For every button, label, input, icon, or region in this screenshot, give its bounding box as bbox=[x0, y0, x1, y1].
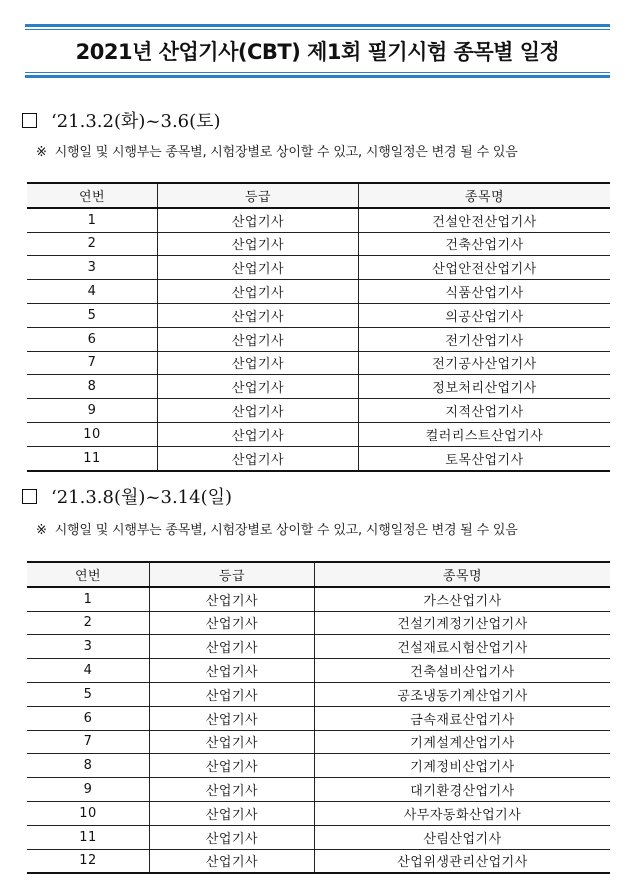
row-subject: 대기환경산업기사 bbox=[315, 778, 611, 802]
table-row bbox=[27, 706, 610, 730]
row-grade: 산업기사 bbox=[150, 706, 315, 730]
table-row bbox=[27, 849, 610, 873]
row-subject: 공조냉동기계산업기사 bbox=[315, 682, 611, 706]
row-grade: 산업기사 bbox=[158, 351, 359, 375]
table-row bbox=[27, 825, 610, 849]
row-subject: 전기공사산업기사 bbox=[359, 351, 611, 375]
row-subject: 건축산업기사 bbox=[359, 232, 611, 256]
section-2-note bbox=[36, 522, 518, 540]
row-grade: 산업기사 bbox=[158, 399, 359, 423]
table-row bbox=[27, 659, 610, 683]
table-header-row bbox=[27, 562, 610, 587]
header-number: 연번 bbox=[27, 183, 158, 208]
row-grade: 산업기사 bbox=[158, 232, 359, 256]
row-number: 2 bbox=[27, 232, 158, 256]
reference-mark-icon: ※ bbox=[36, 145, 47, 160]
row-number: 4 bbox=[27, 659, 150, 683]
row-subject: 기계정비산업기사 bbox=[315, 754, 611, 778]
row-grade: 산업기사 bbox=[158, 303, 359, 327]
header-subject: 종목명 bbox=[315, 562, 611, 587]
table-header-row bbox=[27, 183, 610, 208]
table-row bbox=[27, 351, 610, 375]
table-row bbox=[27, 778, 610, 802]
row-grade: 산업기사 bbox=[158, 375, 359, 399]
table-row bbox=[27, 303, 610, 327]
table-row bbox=[27, 754, 610, 778]
section-1-note bbox=[36, 144, 518, 162]
row-subject: 건설안전산업기사 bbox=[359, 208, 611, 232]
row-subject: 컬러리스트산업기사 bbox=[359, 422, 611, 446]
title-rule-top-thin bbox=[25, 29, 610, 30]
table-row bbox=[27, 446, 610, 470]
row-subject: 건설기계정기산업기사 bbox=[315, 611, 611, 635]
row-subject: 사무자동화산업기사 bbox=[315, 801, 611, 825]
row-subject: 금속재료산업기사 bbox=[315, 706, 611, 730]
row-subject: 지적산업기사 bbox=[359, 399, 611, 423]
row-number: 4 bbox=[27, 280, 158, 304]
table-row bbox=[27, 256, 610, 280]
row-grade: 산업기사 bbox=[150, 801, 315, 825]
row-grade: 산업기사 bbox=[158, 446, 359, 470]
row-number: 8 bbox=[27, 375, 158, 399]
header-number: 연번 bbox=[27, 562, 150, 587]
row-grade: 산업기사 bbox=[158, 422, 359, 446]
row-subject: 산업안전산업기사 bbox=[359, 256, 611, 280]
row-number: 1 bbox=[27, 208, 158, 232]
row-subject: 토목산업기사 bbox=[359, 446, 611, 470]
row-number: 12 bbox=[27, 849, 150, 873]
checkbox-square-icon bbox=[22, 113, 37, 128]
row-number: 10 bbox=[27, 422, 158, 446]
row-subject: 건축설비산업기사 bbox=[315, 659, 611, 683]
row-subject: 건설재료시험산업기사 bbox=[315, 635, 611, 659]
row-grade: 산업기사 bbox=[150, 730, 315, 754]
row-number: 7 bbox=[27, 351, 158, 375]
title-rule-top bbox=[25, 24, 610, 27]
table-row bbox=[27, 375, 610, 399]
row-number: 10 bbox=[27, 801, 150, 825]
row-number: 2 bbox=[27, 611, 150, 635]
table-row bbox=[27, 399, 610, 423]
row-subject: 전기산업기사 bbox=[359, 327, 611, 351]
row-number: 8 bbox=[27, 754, 150, 778]
title-rule-bottom bbox=[25, 75, 610, 78]
row-number: 9 bbox=[27, 778, 150, 802]
row-number: 3 bbox=[27, 256, 158, 280]
table-row bbox=[27, 208, 610, 232]
row-grade: 산업기사 bbox=[150, 682, 315, 706]
row-grade: 산업기사 bbox=[158, 280, 359, 304]
header-grade: 등급 bbox=[158, 183, 359, 208]
row-subject: 가스산업기사 bbox=[315, 587, 611, 611]
row-grade: 산업기사 bbox=[158, 327, 359, 351]
row-subject: 식품산업기사 bbox=[359, 280, 611, 304]
section-2-table bbox=[27, 561, 610, 874]
row-grade: 산업기사 bbox=[158, 256, 359, 280]
table-row bbox=[27, 327, 610, 351]
title-rule-bottom-thin bbox=[25, 72, 610, 73]
row-grade: 산업기사 bbox=[150, 611, 315, 635]
section-1-note-text: 시행일 및 시행부는 종목별, 시험장별로 상이할 수 있고, 시행일정은 변경 될 수 있음 bbox=[54, 145, 518, 160]
row-number: 5 bbox=[27, 682, 150, 706]
table-row bbox=[27, 801, 610, 825]
table-row bbox=[27, 280, 610, 304]
page-title: 2021년 산업기사(CBT) 제1회 필기시험 종목별 일정 bbox=[75, 40, 560, 64]
row-subject: 산업위생관리산업기사 bbox=[315, 849, 611, 873]
section-1-date-range: ‘21.3.2(화)~3.6(토) bbox=[51, 111, 221, 132]
header-grade: 등급 bbox=[150, 562, 315, 587]
row-number: 5 bbox=[27, 303, 158, 327]
row-grade: 산업기사 bbox=[150, 849, 315, 873]
row-number: 3 bbox=[27, 635, 150, 659]
table-row bbox=[27, 635, 610, 659]
row-grade: 산업기사 bbox=[150, 825, 315, 849]
table-row bbox=[27, 730, 610, 754]
row-subject: 의공산업기사 bbox=[359, 303, 611, 327]
section-2-heading bbox=[22, 484, 232, 512]
row-number: 11 bbox=[27, 446, 158, 470]
table-row bbox=[27, 422, 610, 446]
table-row bbox=[27, 587, 610, 611]
reference-mark-icon: ※ bbox=[36, 523, 47, 538]
row-number: 1 bbox=[27, 587, 150, 611]
header-subject: 종목명 bbox=[359, 183, 611, 208]
section-1-table bbox=[27, 182, 610, 472]
section-1-heading bbox=[22, 108, 221, 136]
table-row bbox=[27, 611, 610, 635]
row-subject: 정보처리산업기사 bbox=[359, 375, 611, 399]
row-number: 6 bbox=[27, 706, 150, 730]
row-grade: 산업기사 bbox=[150, 778, 315, 802]
row-grade: 산업기사 bbox=[158, 208, 359, 232]
row-grade: 산업기사 bbox=[150, 635, 315, 659]
row-number: 6 bbox=[27, 327, 158, 351]
row-grade: 산업기사 bbox=[150, 754, 315, 778]
table-row bbox=[27, 682, 610, 706]
section-2-note-text: 시행일 및 시행부는 종목별, 시험장별로 상이할 수 있고, 시행일정은 변경 될 수 있음 bbox=[54, 523, 518, 538]
row-subject: 기계설계산업기사 bbox=[315, 730, 611, 754]
row-grade: 산업기사 bbox=[150, 587, 315, 611]
row-number: 7 bbox=[27, 730, 150, 754]
row-subject: 산림산업기사 bbox=[315, 825, 611, 849]
row-number: 9 bbox=[27, 399, 158, 423]
checkbox-square-icon bbox=[22, 489, 37, 504]
row-grade: 산업기사 bbox=[150, 659, 315, 683]
table-row bbox=[27, 232, 610, 256]
row-number: 11 bbox=[27, 825, 150, 849]
section-2-date-range: ‘21.3.8(월)~3.14(일) bbox=[51, 487, 232, 508]
